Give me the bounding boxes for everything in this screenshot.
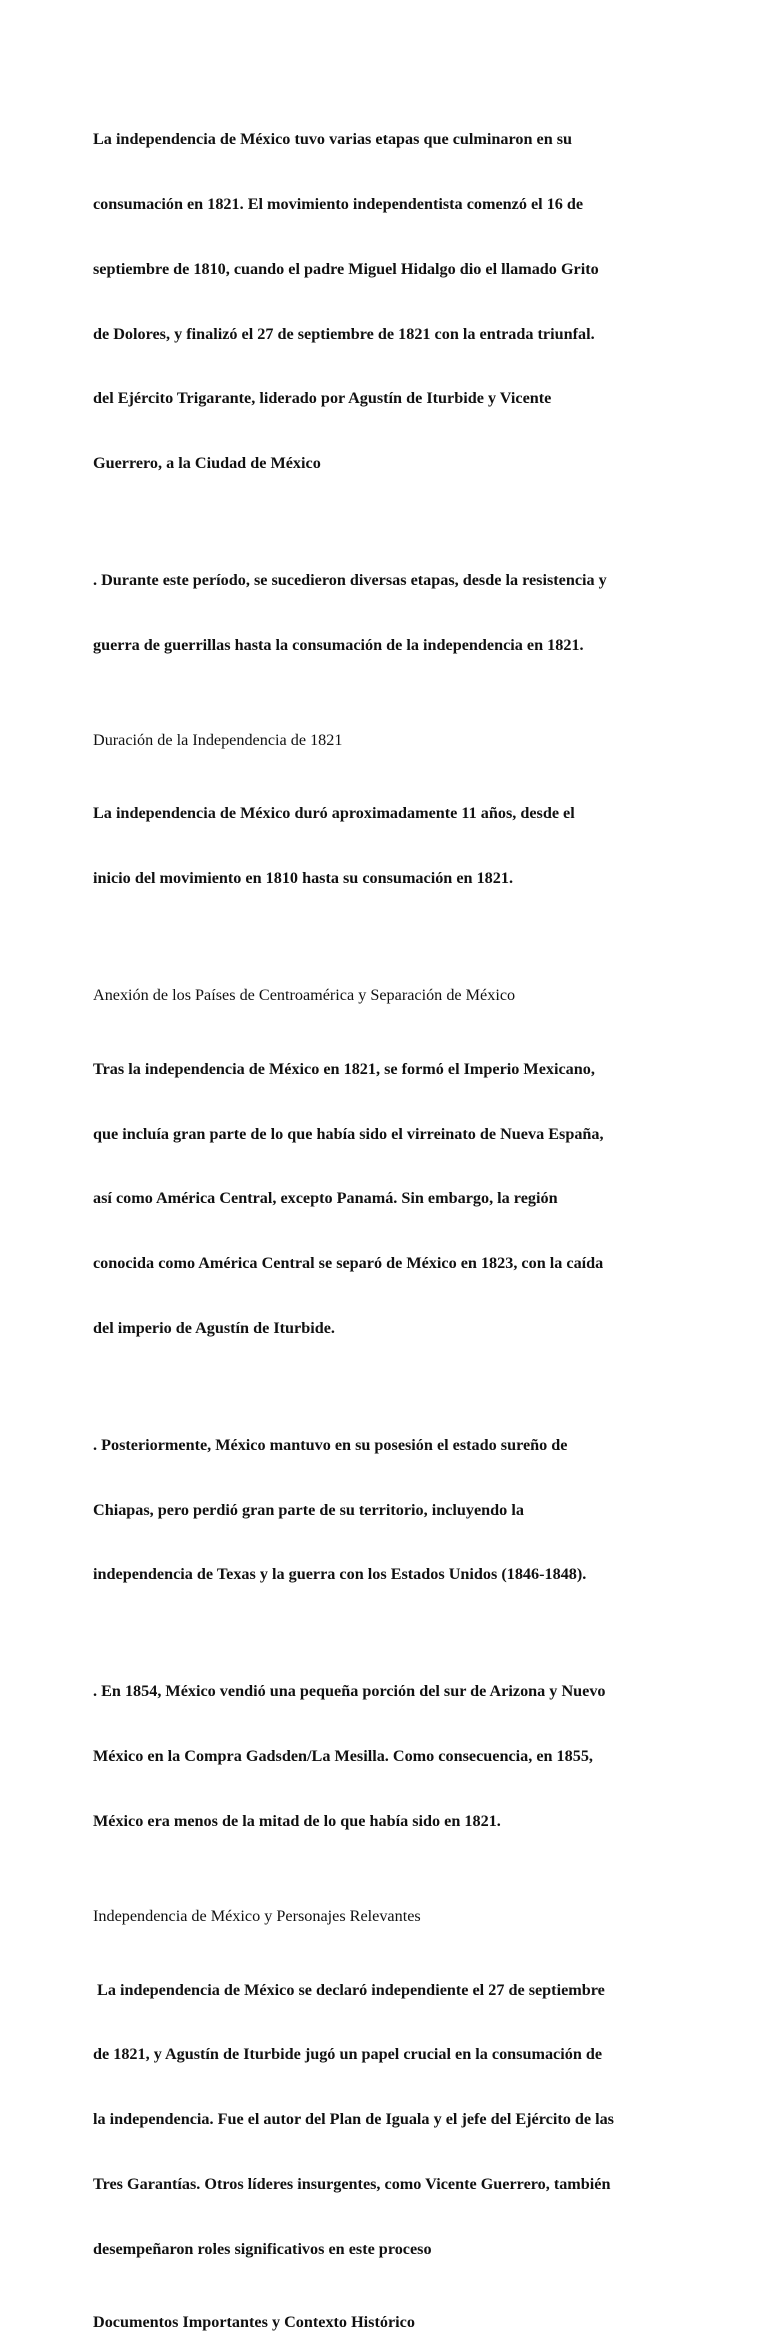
text-line: septiembre de 1810, cuando el padre Miguel Hidalgo dio el llamado Grito xyxy=(93,259,599,278)
paragraph-figures xyxy=(93,1936,733,2303)
paragraph-stages xyxy=(93,527,733,700)
text-line: conocida como América Central se separó de México en 1823, con la caída xyxy=(93,1254,604,1273)
section-heading-duration: Duración de la Independencia de 1821 xyxy=(93,730,343,749)
text-line: así como América Central, excepto Panamá. Sin embargo, la región xyxy=(93,1189,558,1208)
text-line: La independencia de México se declaró independiente el 27 de septiembre xyxy=(93,1980,605,1999)
text-line: independencia de Texas y la guerra con los Estados Unidos (1846-1848). xyxy=(93,1565,587,1584)
paragraph-intro xyxy=(93,86,733,518)
text-line: . En 1854, México vendió una pequeña porción del sur de Arizona y Nuevo xyxy=(93,1682,606,1701)
text-line: de Dolores, y finalizó el 27 de septiembre de 1821 con la entrada triunfal. xyxy=(93,324,595,343)
text-line: Tras la independencia de México en 1821, se formó el Imperio Mexicano, xyxy=(93,1059,595,1078)
text-line: del Ejército Trigarante, liderado por Agustín de Iturbide y Vicente xyxy=(93,389,552,408)
paragraph-gadsden xyxy=(93,1638,733,1876)
text-line: La independencia de México duró aproximadamente 11 años, desde el xyxy=(93,804,575,823)
text-line: guerra de guerrillas hasta la consumación de la independencia en 1821. xyxy=(93,635,584,654)
text-line: desempeñaron roles significativos en este proceso xyxy=(93,2239,432,2258)
text-line: . Durante este período, se sucedieron diversas etapas, desde la resistencia y xyxy=(93,571,607,590)
text-line: . Posteriormente, México mantuvo en su posesión el estado sureño de xyxy=(93,1435,568,1454)
text-line: la independencia. Fue el autor del Plan de Iguala y el jefe del Ejército de las xyxy=(93,2110,614,2129)
text-line: inicio del movimiento en 1810 hasta su consumación en 1821. xyxy=(93,869,513,888)
section-heading-annexation: Anexión de los Países de Centroamérica y Separación de México xyxy=(93,985,516,1004)
paragraph-chiapas xyxy=(93,1392,733,1630)
text-line: de 1821, y Agustín de Iturbide jugó un papel crucial en la consumación de xyxy=(93,2045,603,2064)
text-line: consumación en 1821. El movimiento independentista comenzó el 16 de xyxy=(93,194,584,213)
document-page xyxy=(93,86,733,2334)
text-line: Chiapas, pero perdió gran parte de su territorio, incluyendo la xyxy=(93,1500,524,1519)
section-heading-documents: Documentos Importantes y Contexto Histórico xyxy=(93,2313,415,2332)
text-line: que incluía gran parte de lo que había sido el virreinato de Nueva España, xyxy=(93,1124,604,1143)
section-heading-figures: Independencia de México y Personajes Relevantes xyxy=(93,1906,421,1925)
text-line: México en la Compra Gadsden/La Mesilla. Como consecuencia, en 1855, xyxy=(93,1747,593,1766)
paragraph-duration xyxy=(93,760,733,933)
text-line: del imperio de Agustín de Iturbide. xyxy=(93,1318,335,1337)
text-line: México era menos de la mitad de lo que había sido en 1821. xyxy=(93,1811,501,1830)
text-line: La independencia de México tuvo varias etapas que culminaron en su xyxy=(93,130,573,149)
text-line: Guerrero, a la Ciudad de México xyxy=(93,454,321,473)
text-line: Tres Garantías. Otros líderes insurgentes, como Vicente Guerrero, también xyxy=(93,2174,611,2193)
paragraph-empire xyxy=(93,1016,733,1383)
